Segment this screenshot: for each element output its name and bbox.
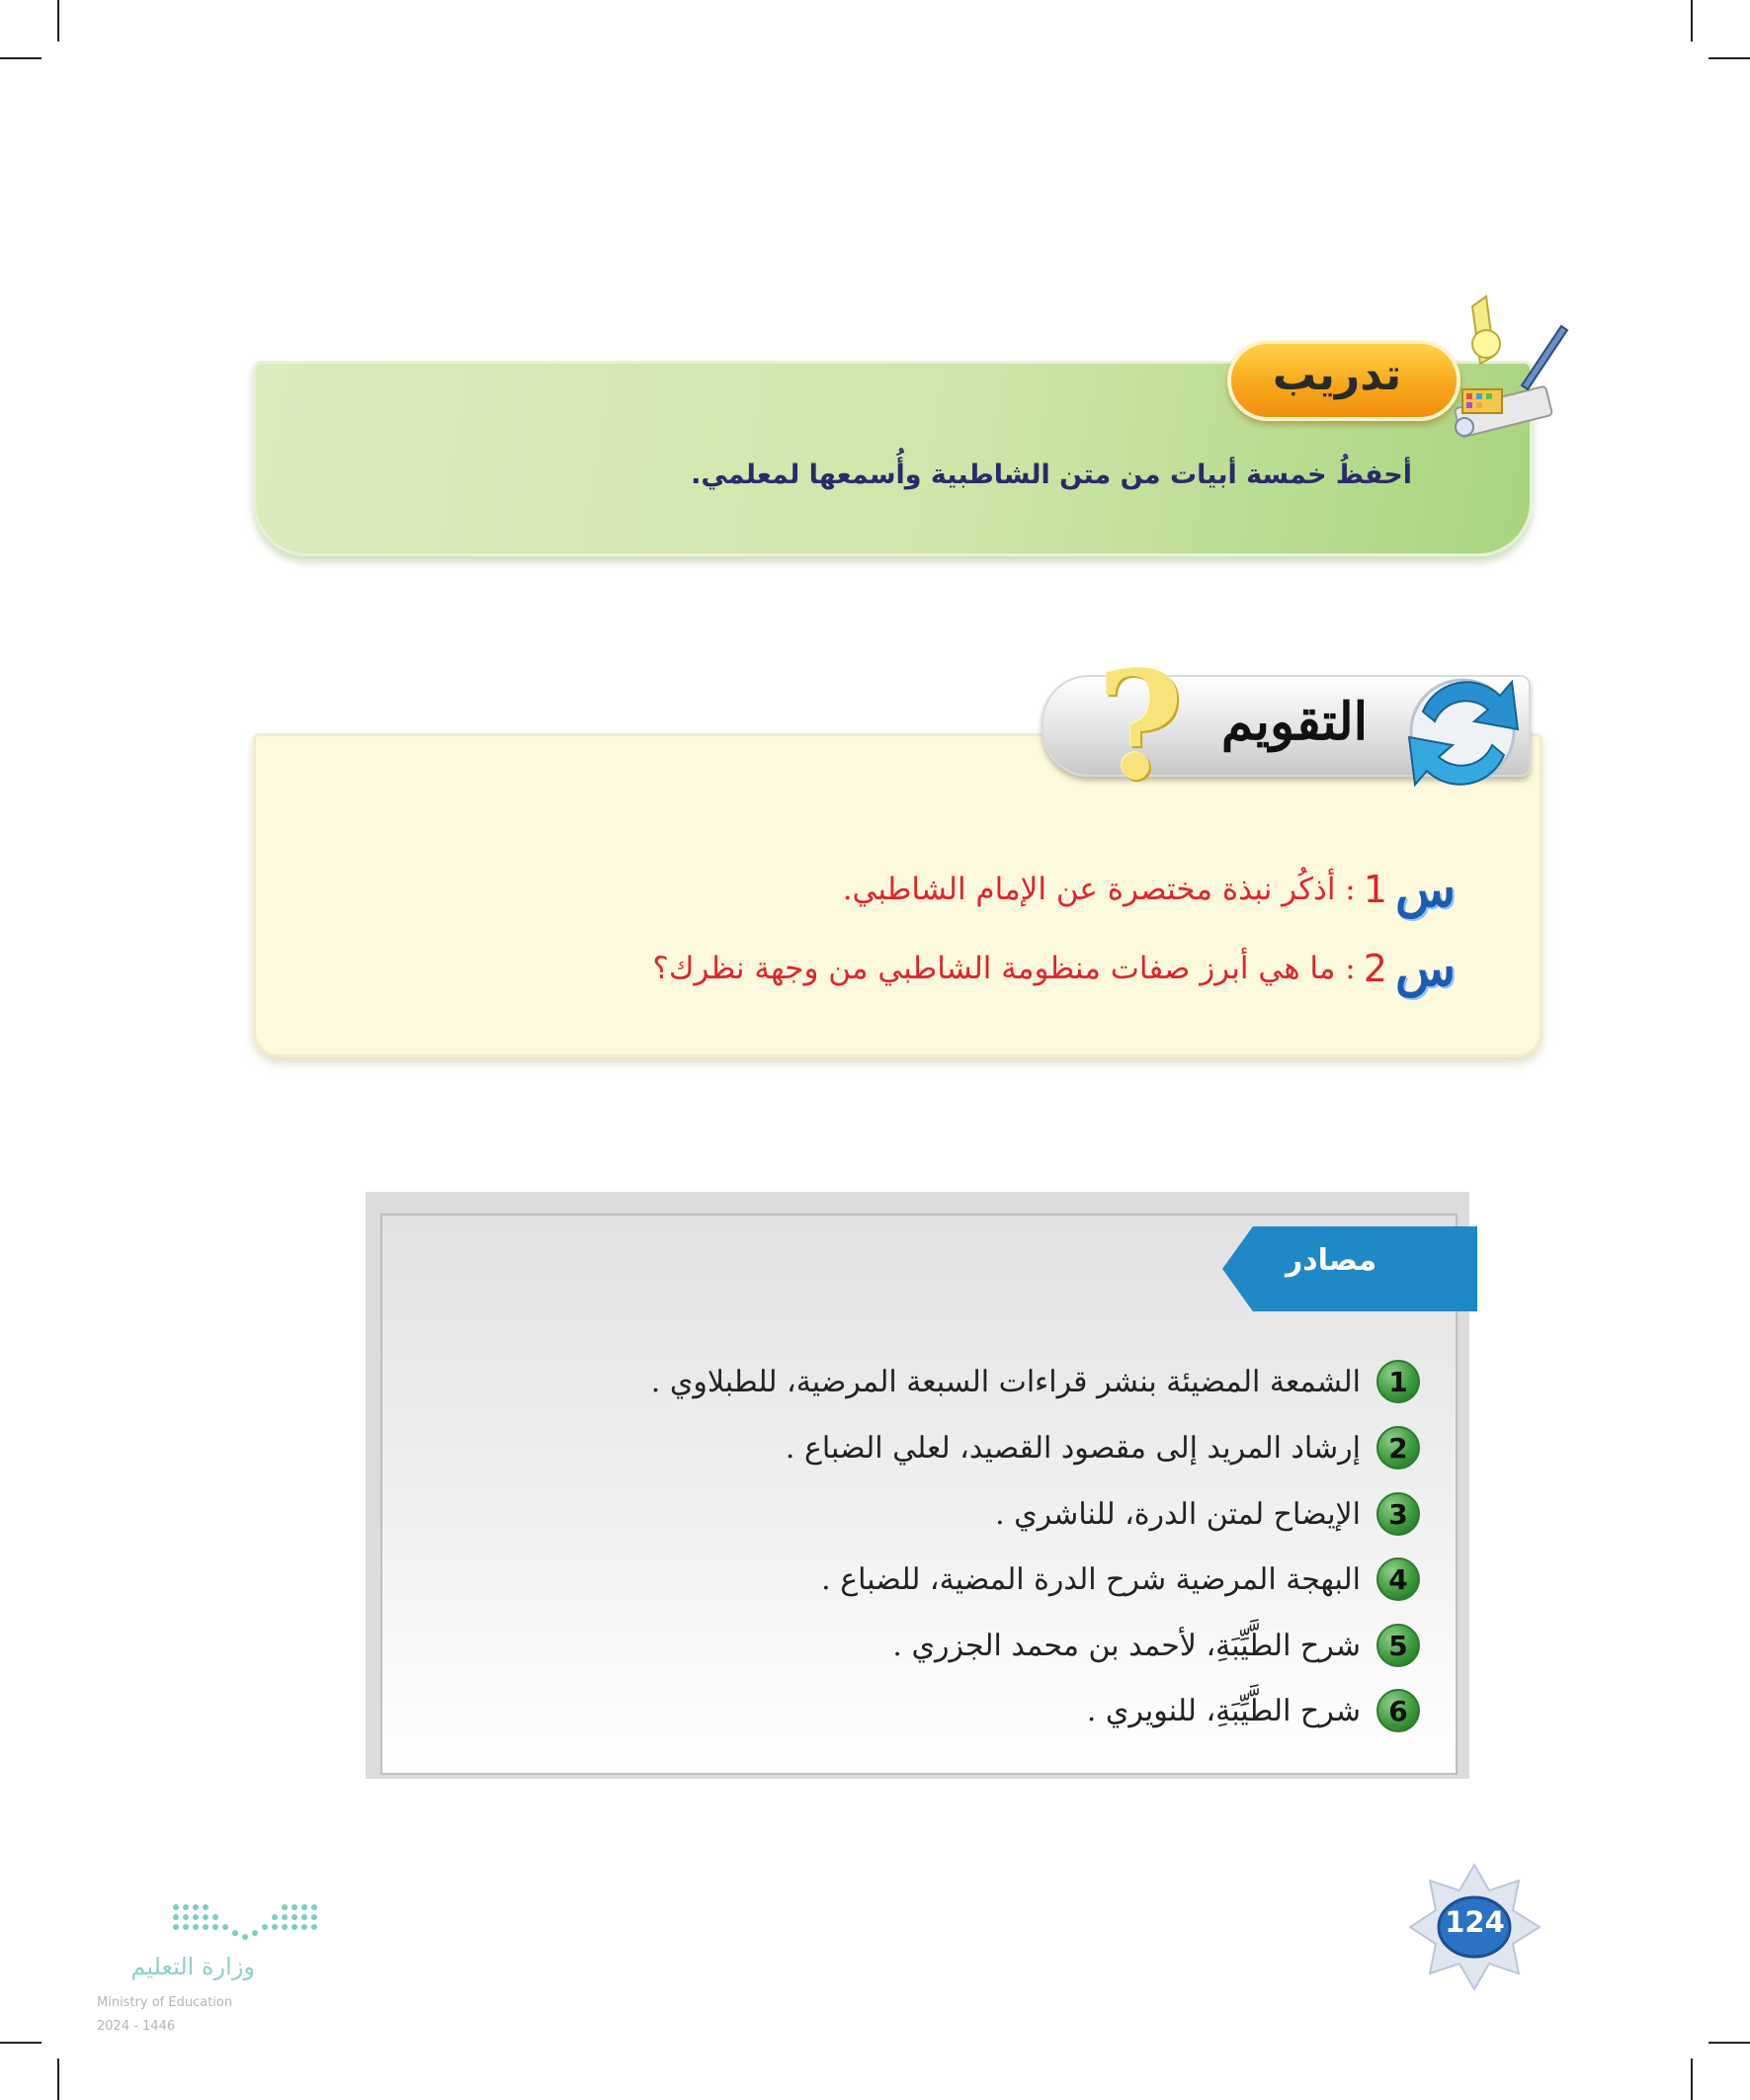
training-pen-book-icon xyxy=(1443,287,1571,445)
crop-mark xyxy=(1691,2058,1693,2100)
source-text: شرح الطَّيِّبَةِ، لأحمد بن محمد الجزري . xyxy=(892,1628,1361,1663)
source-text: الشمعة المضيئة بنشر قراءات السبعة المرضية، للطبلاوي . xyxy=(650,1364,1361,1399)
source-number-badge: 1 xyxy=(1376,1360,1420,1403)
source-item xyxy=(531,1554,1420,1604)
ministry-name-ar: وزارة التعليم xyxy=(130,1953,255,1980)
question-text: : أذكُر نبذة مختصرة عن الإمام الشاطبي. xyxy=(842,872,1356,907)
refresh-arrows-icon xyxy=(1383,652,1542,800)
question-number: 1 xyxy=(1363,868,1387,911)
source-item xyxy=(531,1357,1420,1406)
crop-mark xyxy=(1708,57,1750,59)
question-number: 2 xyxy=(1363,947,1387,990)
crop-mark xyxy=(57,0,59,42)
source-number-badge: 6 xyxy=(1376,1689,1420,1732)
training-text: أحفظُ خمسة أبيات من متن الشاطبية وأُسمعها لمعلمي. xyxy=(691,460,1412,490)
question-text: : ما هي أبرز صفات منظومة الشاطبي من وجهة نظرك؟ xyxy=(652,951,1356,986)
crop-mark xyxy=(0,57,42,59)
source-item xyxy=(531,1621,1420,1670)
source-item xyxy=(531,1423,1420,1472)
sources-tab-label: مصادر xyxy=(1285,1243,1377,1278)
page-number: 124 xyxy=(1445,1905,1505,1939)
question-symbol-icon: س xyxy=(1394,860,1456,918)
question-mark-icon: ? xyxy=(1097,639,1184,813)
source-number-badge: 4 xyxy=(1376,1557,1420,1601)
source-item xyxy=(531,1686,1420,1735)
source-text: الإيضاح لمتن الدرة، للناشري . xyxy=(995,1496,1361,1532)
question-2 xyxy=(369,939,1456,997)
question-1 xyxy=(369,860,1456,918)
source-text: البهجة المرضية شرح الدرة المضية، للضباع . xyxy=(821,1561,1361,1597)
training-badge-label: تدريب xyxy=(1272,350,1402,400)
source-number-badge: 3 xyxy=(1376,1492,1420,1536)
evaluation-tab-label: التقويم xyxy=(1220,692,1369,752)
crop-mark xyxy=(57,2058,59,2100)
crop-mark xyxy=(0,2042,42,2044)
source-number-badge: 2 xyxy=(1376,1426,1420,1470)
ministry-name-en: Ministry of Education xyxy=(97,1995,233,2010)
source-text: إرشاد المريد إلى مقصود القصيد، لعلي الضباع . xyxy=(785,1430,1361,1466)
ministry-logo-icon xyxy=(170,1899,323,1945)
ministry-year: 2024 - 1446 xyxy=(97,2019,176,2034)
question-symbol-icon: س xyxy=(1394,939,1456,997)
source-number-badge: 5 xyxy=(1376,1624,1420,1667)
source-item xyxy=(531,1489,1420,1539)
source-text: شرح الطَّيِّبَةِ، للنويري . xyxy=(1086,1693,1361,1728)
crop-mark xyxy=(1708,2042,1750,2044)
crop-mark xyxy=(1691,0,1693,42)
